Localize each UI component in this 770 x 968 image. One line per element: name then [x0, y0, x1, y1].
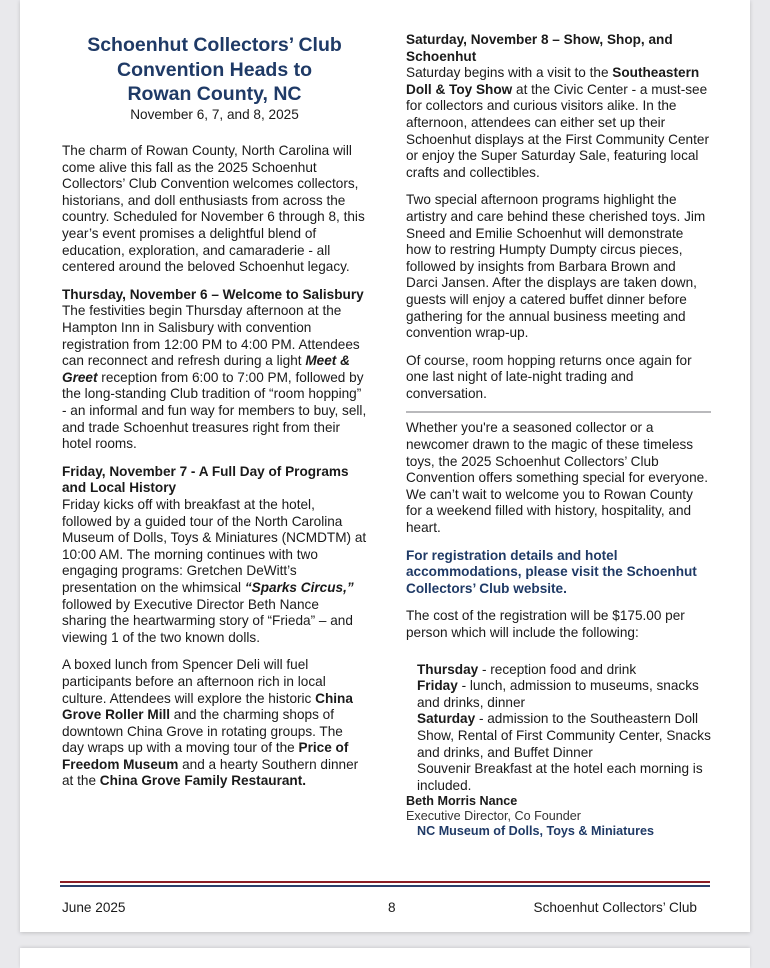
freedom-museum: Price of Freedom Museum	[62, 740, 349, 772]
inclusion-day: Thursday	[417, 661, 479, 677]
inclusion-day: Saturday	[417, 711, 476, 727]
footer-publication: Schoenhut Collectors’ Club	[533, 900, 697, 915]
sparks-circus: “Sparks Circus,”	[244, 579, 354, 595]
friday-text-2: followed by Executive Director Beth Nance sharing the heartwarming story of “Frieda” – and viewing 1 of the two known dolls.	[62, 596, 353, 645]
thursday-text-2: reception from 6:00 to 7:00 PM, followed by the long-standing Club tradition of “room hopping” - an informal and fun way for members to buy, sell, and trade Schoenhut treasures right from their hotel rooms.	[62, 369, 367, 452]
title-line-3: Rowan County, NC	[127, 83, 302, 105]
saturday-paragraph-2: Two special afternoon programs highlight the artistry and care behind these cherished toys. Jim Sneed and Emilie Schoenhut will demonstrate how to restring Humpty Dumpty circus pieces, followed by insights from Barbara Brown and Darci Jansen. After the displays are taken down, guests will enjoy a catered buffet dinner before gathering for the annual business meeting and convention wrap-up.	[406, 192, 706, 341]
section-divider	[406, 411, 711, 413]
cost-paragraph: The cost of the registration will be $175.00 per person which will include the following:	[406, 608, 685, 640]
saturday-text-1a: Saturday begins with a visit to the	[406, 65, 613, 81]
inclusion-item-friday	[406, 678, 711, 711]
meet-greet: Meet & Greet	[62, 353, 350, 385]
saturday-paragraph-3: Of course, room hopping returns once again for one last night of late-night trading and conversation.	[406, 352, 692, 401]
doll-toy-show: Southeastern Doll & Toy Show	[406, 65, 700, 97]
souvenir-note: Souvenir Breakfast at the hotel each morning is included.	[417, 761, 703, 793]
saturday-heading: Saturday, November 8 – Show, Shop, and Schoenhut	[406, 32, 673, 64]
friday-afternoon-paragraph	[62, 657, 367, 790]
inclusion-text: - reception food and drink	[478, 661, 637, 677]
lunch-text-3: and a hearty Southern dinner at the	[62, 756, 359, 789]
registration-note: For registration details and hotel accommodations, please visit the Schoenhut Collectors’ Club website.	[406, 547, 697, 596]
thursday-heading: Thursday, November 6 – Welcome to Salisbury	[62, 286, 364, 302]
convention-dates: November 6, 7, and 8, 2025	[130, 106, 299, 122]
thursday-text-1: The festivities begin Thursday afternoon at the Hampton Inn in Salisbury with convention registration from 12:00 PM to 4:00 PM. Attendees can reconnect and refresh during a light	[62, 303, 360, 369]
next-page-edge	[20, 948, 750, 968]
friday-heading: Friday, November 7 - A Full Day of Programs and Local History	[62, 463, 349, 496]
signature-name: Beth Morris Nance	[406, 794, 518, 809]
footer-rule-blue	[60, 885, 710, 887]
roller-mill: China Grove Roller Mill	[62, 690, 353, 723]
inclusion-item-thursday	[406, 662, 711, 679]
friday-paragraph	[62, 497, 367, 646]
footer-date: June 2025	[62, 900, 126, 915]
inclusions-list	[406, 662, 711, 795]
signature-organization: NC Museum of Dolls, Toys & Miniatures	[417, 824, 654, 839]
left-column	[62, 0, 367, 790]
inclusion-text: - lunch, admission to museums, snacks and drinks, dinner	[417, 678, 699, 710]
lunch-text-2: and the charming shops of downtown China Grove in rotating groups. The day wraps up with a moving tour of the	[62, 707, 343, 756]
article-title	[62, 33, 367, 107]
page-number: 8	[388, 900, 396, 915]
family-restaurant: China Grove Family Restaurant.	[99, 773, 307, 789]
friday-text-1: Friday kicks off with breakfast at the hotel, followed by a guided tour of the North Carolina Museum of Dolls, Toys & Miniatures (NCMDTM) at 10:00 AM. The morning continues with two engaging programs: Gretchen DeWitt’s presentation on the whimsical	[62, 496, 367, 595]
right-column	[406, 0, 711, 839]
thursday-paragraph	[62, 303, 367, 452]
inclusion-day: Friday	[417, 678, 458, 694]
saturday-paragraph-1	[406, 65, 711, 181]
footer-rule-red	[60, 881, 710, 883]
title-line-1: Schoenhut Collectors’ Club	[87, 34, 342, 56]
lunch-text-1: A boxed lunch from Spencer Deli will fuel participants before an afternoon rich in local culture. Attendees will explore the historic	[62, 657, 326, 706]
signature-title: Executive Director, Co Founder	[406, 809, 581, 824]
newsletter-page	[20, 0, 750, 932]
intro-paragraph: The charm of Rowan County, North Carolina will come alive this fall as the 2025 Schoenhut Collectors’ Club Convention welcomes collectors, historians, and doll enthusiasts from across the country. Scheduled for November 6 through 8, this year’s event promises a delightful blend of education, exploration, and camaraderie - all centered around the beloved Schoenhut legacy.	[62, 143, 365, 275]
inclusion-text: - admission to the Southeastern Doll Show, Rental of First Community Center, Snacks and drinks, and Buffet Dinner	[417, 711, 711, 760]
closing-paragraph: Whether you're a seasoned collector or a newcomer drawn to the magic of these timeless toys, the 2025 Schoenhut Collectors’ Club Convention offers something special for everyone. We can’t wait to welcome you to Rowan County for a weekend filled with history, hospitality, and heart.	[406, 420, 709, 536]
inclusion-item-saturday	[406, 711, 711, 761]
saturday-text-1b: at the Civic Center - a must-see for collectors and curious visitors alike. In the afternoon, attendees can either set up their Schoenhut displays at the First Community Center or enjoy the Super Saturday Sale, featuring local crafts and collectibles.	[406, 81, 709, 180]
title-line-2: Convention Heads to	[116, 58, 312, 81]
